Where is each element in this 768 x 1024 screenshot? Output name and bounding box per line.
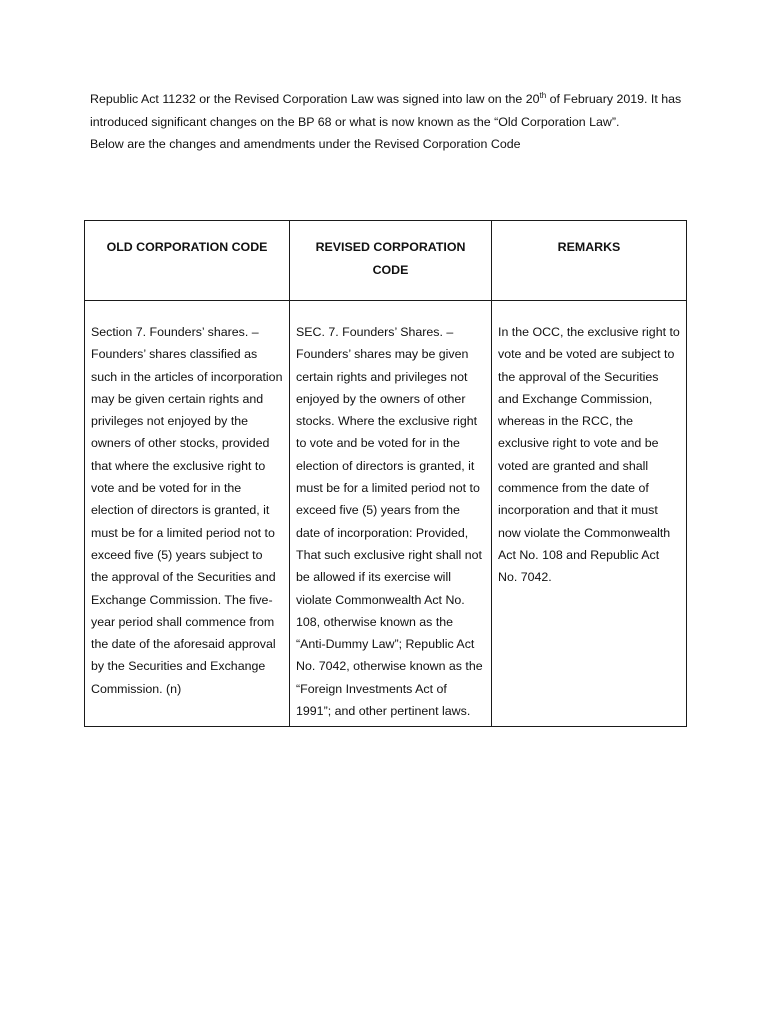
remarks-cell: In the OCC, the exclusive right to vote and be voted are subject to the approval of the Securities and Exchange Commission, whereas in the RCC, the exclusive right to vote and be voted are granted and shall commence from the date of incorporation and that it must now violate the Commonwealth Act No. 108 and Republic Act No. 7042. <box>492 301 687 727</box>
revised-code-cell: SEC. 7. Founders’ Shares. – Founders’ shares may be given certain rights and privileges not enjoyed by the owners of other stocks. Where the exclusive right to vote and be voted for in the election of directors is granted, it must be for a limited period not to exceed five (5) years from the date of incorporation: Provided, That such exclusive right shall not be allowed if its exercise will violate Commonwealth Act No. 108, otherwise known as the “Anti-Dummy Law”; Republic Act No. 7042, otherwise known as the “Foreign Investments Act of 1991”; and other pertinent laws. <box>290 301 492 727</box>
comparison-table <box>84 220 687 727</box>
intro-paragraph-2: Below are the changes and amendments under the Revised Corporation Code <box>90 137 521 151</box>
ordinal-suffix: th <box>539 91 547 100</box>
header-revised-corporation-code: REVISED CORPORATION CODE <box>290 221 492 301</box>
intro-paragraph <box>90 88 700 133</box>
intro-text-part-2: of February 2019. It has introduced significant changes on the BP 68 or what is now known as the “Old Corporation Law”. <box>90 92 682 129</box>
header-remarks: REMARKS <box>492 221 687 301</box>
table-row <box>85 301 687 727</box>
intro-text <box>90 88 700 156</box>
table-header-row <box>85 221 687 301</box>
header-old-corporation-code: OLD CORPORATION CODE <box>85 221 290 301</box>
old-code-cell: Section 7. Founders’ shares. – Founders’ shares classified as such in the articles of incorporation may be given certain rights and privileges not enjoyed by the owners of other stocks, provided that where the exclusive right to vote and be voted for in the election of directors is granted, it must be for a limited period not to exceed five (5) years subject to the approval of the Securities and Exchange Commission. The five-year period shall commence from the date of the aforesaid approval by the Securities and Exchange Commission. (n) <box>85 301 290 727</box>
intro-text-part-1: Republic Act 11232 or the Revised Corporation Law was signed into law on the 20 <box>90 92 540 106</box>
